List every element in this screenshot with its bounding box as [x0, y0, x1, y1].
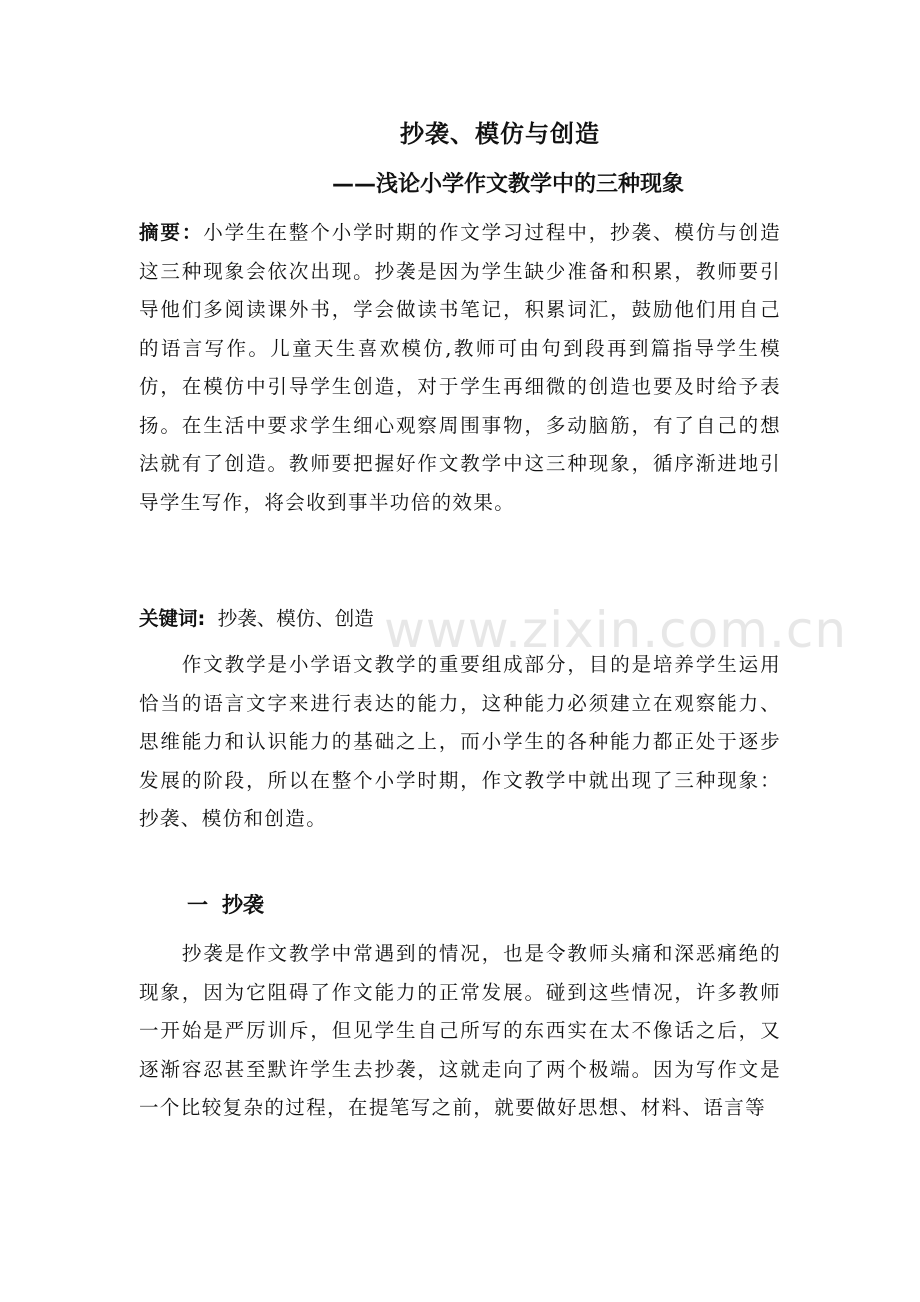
keywords-text: 抄袭、模仿、创造: [217, 607, 374, 630]
section-paragraph: 抄袭是作文教学中常遇到的情况，也是令教师头痛和深恶痛绝的现象，因为它阻碍了作文能力的正常发展。碰到这些情况，许多教师一开始是严厉训斥，但见学生自己所写的东西实在太不像话之后，又逐渐容忍甚至默许学生去抄袭，这就走向了两个极端。因为写作文是一个比较复杂的过程，在提笔写之前，就要做好思想、材料、语言等: [139, 942, 781, 1119]
abstract-paragraph: [139, 214, 781, 522]
section-title: 抄袭: [222, 893, 264, 917]
keywords-label: 关键词:: [139, 607, 206, 630]
abstract-text: 小学生在整个小学时期的作文学习过程中，抄袭、模仿与创造这三种现象会依次出现。抄袭是因为学生缺少准备和积累，教师要引导他们多阅读课外书，学会做读书笔记，积累词汇，鼓励他们用自己的语言写作。儿童天生喜欢模仿,教师可由句到段再到篇指导学生模仿，在模仿中引导学生创造，对于学生再细微的创造也要及时给予表扬。在生活中要求学生细心观察周围事物，多动脑筋，有了自己的想法就有了创造。教师要把握好作文教学中这三种现象，循序渐进地引导学生写作，将会收到事半功倍的效果。: [139, 221, 782, 514]
document-title: 抄袭、模仿与创造: [400, 120, 600, 148]
keywords-line: [139, 600, 374, 638]
intro-paragraph: 作文教学是小学语文教学的重要组成部分，目的是培养学生运用恰当的语言文字来进行表达的能力，这种能力必须建立在观察能力、思维能力和认识能力的基础之上，而小学生的各种能力都正处于逐步发展的阶段，所以在整个小学时期，作文教学中就出现了三种现象：抄袭、模仿和创造。: [139, 653, 781, 830]
abstract-label: 摘要：: [139, 221, 204, 244]
watermark-text: www.zixin.com.cn: [384, 601, 848, 659]
section-number: 一: [187, 893, 208, 917]
section-heading: [187, 886, 264, 924]
document-subtitle: ——浅论小学作文教学中的三种现象: [332, 172, 685, 197]
